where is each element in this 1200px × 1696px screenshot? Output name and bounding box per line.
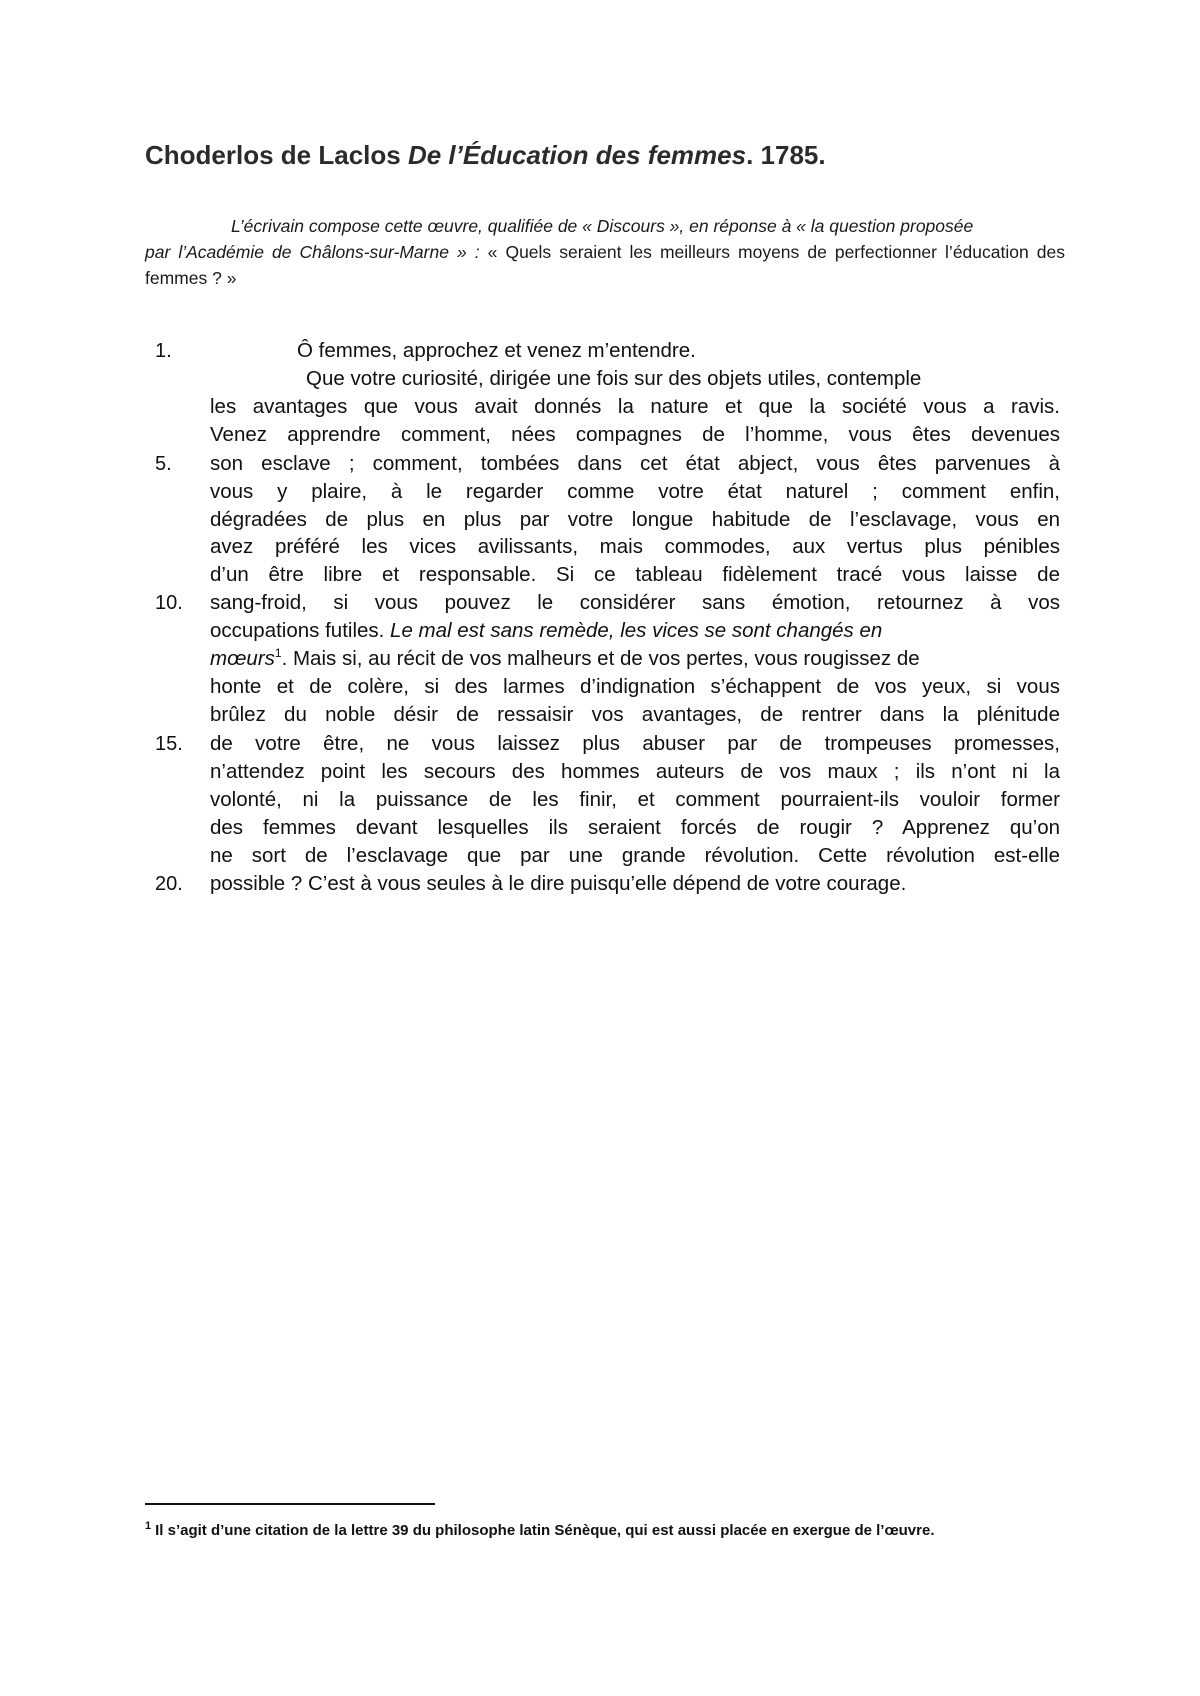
text-line: n’attendez point les secours des hommes auteurs de vos maux ; ils n’ont ni la <box>210 760 1060 783</box>
line-number: 15. <box>155 733 183 755</box>
quoted-sentence: Le mal est sans remède, les vices se sont changés en <box>390 619 883 642</box>
text-line: honte et de colère, si des larmes d’indignation s’échappent de vos yeux, si vous <box>210 675 1060 698</box>
line-number: 5. <box>155 453 172 475</box>
text-segment: . Mais si, au récit de vos malheurs et de vos pertes, vous rougissez de <box>281 647 920 670</box>
footnote <box>145 1522 1075 1539</box>
text-line <box>210 617 1060 645</box>
text-line: dégradées de plus en plus par votre longue habitude de l’esclavage, vous en <box>210 508 1060 531</box>
text-line: ne sort de l’esclavage que par une grande révolution. Cette révolution est-elle <box>210 844 1060 867</box>
text-line: de votre être, ne vous laissez plus abuser par de trompeuses promesses, <box>210 732 1060 755</box>
footnote-reference: 1 <box>274 646 282 661</box>
quoted-word: mœurs <box>210 647 275 670</box>
text-line: possible ? C’est à vous seules à le dire puisqu’elle dépend de votre courage. <box>210 872 907 895</box>
line-number: 1. <box>155 340 172 362</box>
text-line: sang-froid, si vous pouvez le considérer sans émotion, retournez à vos <box>210 591 1060 614</box>
line-number: 20. <box>155 873 183 895</box>
text-line: Venez apprendre comment, nées compagnes de l’homme, vous êtes devenues <box>210 423 1060 446</box>
text-line: avez préféré les vices avilissants, mais commodes, aux vertus plus pénibles <box>210 535 1060 558</box>
text-line: Ô femmes, approchez et venez m’entendre. <box>297 339 696 362</box>
intro-line-3: l’éducation des femmes ? » <box>145 242 1065 288</box>
line-number: 10. <box>155 592 183 614</box>
intro-line-2-quote: « Quels seraient les meilleurs moyens de perfectionner <box>479 242 937 262</box>
text-line: les avantages que vous avait donnés la nature et que la société vous a ravis. <box>210 395 1060 418</box>
text-line: brûlez du noble désir de ressaisir vos avantages, de rentrer dans la plénitude <box>210 703 1060 726</box>
text-line: vous y plaire, à le regarder comme votre état naturel ; comment enfin, <box>210 480 1060 503</box>
text-line: son esclave ; comment, tombées dans cet état abject, vous êtes parvenues à <box>210 452 1060 475</box>
work-title: De l’Éducation des femmes <box>407 140 747 170</box>
text-segment: occupations futiles. <box>210 619 391 642</box>
footnote-separator <box>145 1503 435 1505</box>
intro-line-2: par l’Académie de Châlons-sur-Marne » : <box>145 242 480 262</box>
text-line: d’un être libre et responsable. Si ce tableau fidèlement tracé vous laisse de <box>210 563 1060 586</box>
text-line <box>210 645 1060 673</box>
intro-line-1: L’écrivain compose cette œuvre, qualifiée de « Discours », en réponse à « la question proposée <box>231 216 974 236</box>
author-name: Choderlos de Laclos <box>145 140 401 170</box>
publication-year: . 1785. <box>746 140 826 170</box>
footnote-mark: 1 <box>145 1520 152 1532</box>
footnote-text: Il s’agit d’une citation de la lettre 39 du philosophe latin Sénèque, qui est aussi placée en exergue de l’œuvre. <box>155 1522 935 1539</box>
text-line: Que votre curiosité, dirigée une fois sur des objets utiles, contemple <box>306 367 922 390</box>
text-line: des femmes devant lesquelles ils seraient forcés de rougir ? Apprenez qu’on <box>210 816 1060 839</box>
text-line: volonté, ni la puissance de les finir, et comment pourraient-ils vouloir former <box>210 788 1060 811</box>
